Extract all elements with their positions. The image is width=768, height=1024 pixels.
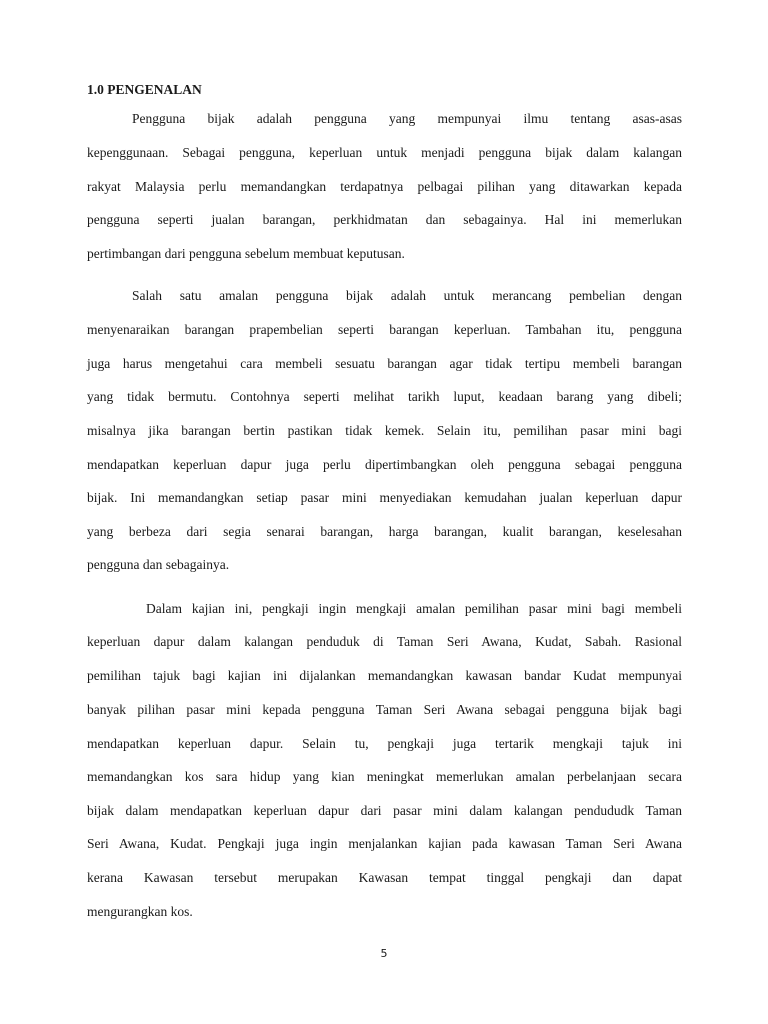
paragraph-line: Dalam kajian ini, pengkaji ingin mengkaji amalan pemilihan pasar mini bagi membeli [146,601,682,616]
paragraph-line: kerana Kawasan tersebut merupakan Kawasan tempat tinggal pengkaji dan dapat [87,870,682,885]
paragraph-line: yang berbeza dari segia senarai barangan, harga barangan, kualit barangan, keselesahan [87,524,682,539]
paragraph-line: keperluan dapur dalam kalangan penduduk di Taman Seri Awana, Kudat, Sabah. Rasional [87,634,682,649]
paragraph-line: misalnya jika barangan bertin pastikan tidak kemek. Selain itu, pemilihan pasar mini bagi [87,423,682,438]
paragraph-line: bijak dalam mendapatkan keperluan dapur dari pasar mini dalam kalangan pendududk Taman [87,803,682,818]
paragraph-line: yang tidak bermutu. Contohnya seperti melihat tarikh luput, keadaan barang yang dibeli; [87,389,682,404]
paragraph-line: mendapatkan keperluan dapur. Selain tu, pengkaji juga tertarik mengkaji tajuk ini [87,736,682,751]
paragraph-line: mengurangkan kos. [87,904,193,919]
paragraph-line: banyak pilihan pasar mini kepada pengguna Taman Seri Awana sebagai pengguna bijak bagi [87,702,682,717]
section-heading: 1.0 PENGENALAN [87,82,202,97]
paragraph-line: Seri Awana, Kudat. Pengkaji juga ingin menjalankan kajian pada kawasan Taman Seri Awana [87,836,682,851]
paragraph-line: mendapatkan keperluan dapur juga perlu dipertimbangkan oleh pengguna sebagai pengguna [87,457,682,472]
paragraph-line: memandangkan kos sara hidup yang kian meningkat memerlukan amalan perbelanjaan secara [87,769,682,784]
paragraph-line: pemilihan tajuk bagi kajian ini dijalankan memandangkan kawasan bandar Kudat mempunyai [87,668,682,683]
paragraph-line: bijak. Ini memandangkan setiap pasar mini menyediakan kemudahan jualan keperluan dapur [87,490,682,505]
paragraph-line: juga harus mengetahui cara membeli sesuatu barangan agar tidak tertipu membeli barangan [87,356,682,371]
paragraph-line: pengguna dan sebagainya. [87,557,230,572]
paragraph-line: menyenaraikan barangan prapembelian seperti barangan keperluan. Tambahan itu, pengguna [87,322,682,337]
paragraph-line: pertimbangan dari pengguna sebelum membuat keputusan. [87,246,405,261]
paragraph-line: rakyat Malaysia perlu memandangkan terdapatnya pelbagai pilihan yang ditawarkan kepada [87,179,682,194]
page-number: 5 [380,947,388,960]
paragraph-line: pengguna seperti jualan barangan, perkhidmatan dan sebagainya. Hal ini memerlukan [87,212,682,227]
paragraph-line: kepenggunaan. Sebagai pengguna, keperluan untuk menjadi pengguna bijak dalam kalangan [87,145,682,160]
paragraph-line: Pengguna bijak adalah pengguna yang mempunyai ilmu tentang asas-asas [132,111,682,126]
paragraph-line: Salah satu amalan pengguna bijak adalah untuk merancang pembelian dengan [132,288,682,303]
